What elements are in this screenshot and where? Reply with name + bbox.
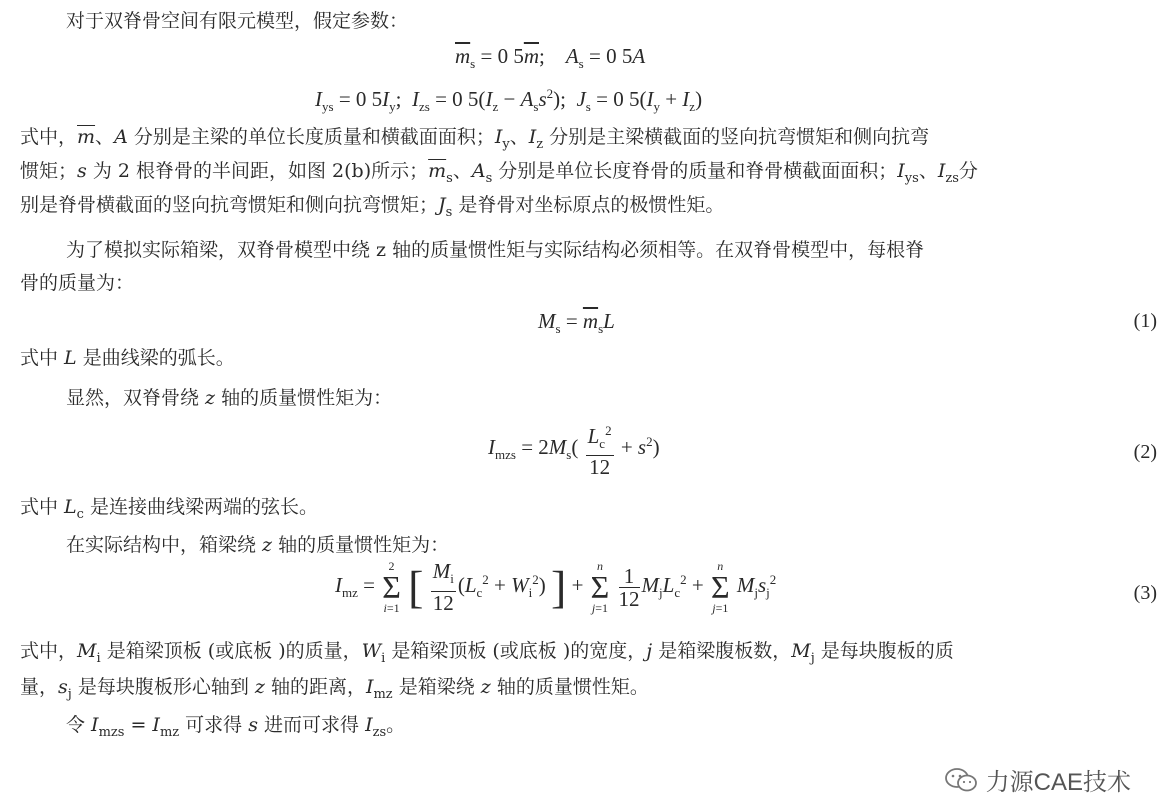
equation-inertia: $I_{ys} = 0$ $5I_y$; $I_{zs} = 0$ $5(I_z - A_ss^2)$; $J_s = 0$ $5(I_y + I_z)$	[315, 86, 703, 115]
paragraph-definitions-line3: 别是脊骨横截面的竖向抗弯惯矩和侧向抗弯惯矩；$J_s$ 是脊骨对坐标原点的极惯性矩。	[20, 194, 725, 220]
equation-1: $M_s = \overline{m}_sL$	[538, 309, 615, 337]
equation-2: $I_{mzs} = 2M_s$( $\frac{L_c^2}{12}$ + $s^2$)	[488, 420, 660, 478]
wechat-icon	[944, 767, 978, 793]
paragraph-arc-length: 式中 L 是曲线梁的弧长。	[20, 347, 235, 369]
paragraph-box-definitions-line1: 式中，$M_i$ 是箱梁顶板 (或底板 )的质量，$W_i$ 是箱梁顶板 (或底板 )的宽度，j 是箱梁腹板数，$M_j$ 是每块腹板的质	[20, 640, 954, 666]
equation-number-2: (2)	[1133, 441, 1157, 463]
watermark-text: 力源CAE技术	[985, 769, 1131, 796]
equation-number-1: (1)	[1133, 310, 1157, 332]
equation-mass-area: $\overline{m}_s = 0$ $5\overline{m}$; $A_s = 0$ 5A	[455, 44, 646, 72]
paragraph-definitions-line1: 式中，$\overline{m}$、A 分别是主梁的单位长度质量和横截面面积；$I_y$、$I_z$ 分别是主梁横截面的竖向抗弯惯矩和侧向抗弯	[20, 126, 930, 152]
paragraph-purpose-line1: 为了模拟实际箱梁，双脊骨模型中绕 z 轴的质量惯性矩与实际结构必须相等。在双脊骨模型中，每根脊	[66, 239, 925, 261]
paragraph-conclusion: 令 $I_{mzs} = I_{mz}$ 可求得 s 进而可求得 $I_{zs}$。	[66, 714, 406, 740]
paragraph-box-definitions-line2: 量，$s_j$ 是每块腹板形心轴到 z 轴的距离，$I_{mz}$ 是箱梁绕 z 轴的质量惯性矩。	[20, 676, 649, 702]
equation-3: $I_{mz} = 2$ Σ i=1 [ $\frac{M_i}{12}$ $(L_c^2 + W_i^2)$ ] + n Σ j=1 $\frac{1}{12}$ $M_jL_c^2 + n$ Σ j=1 $M_js_j^2$	[335, 559, 777, 615]
paragraph-definitions-line2: 惯矩；s 为 2 根脊骨的半间距，如图 2(b)所示；$\overline{m}_s$、$A_s$ 分别是单位长度脊骨的质量和脊骨横截面面积；$I_{ys}$、$I_{zs}$分	[20, 160, 978, 186]
paragraph-actual-structure: 在实际结构中，箱梁绕 z 轴的质量惯性矩为：	[66, 534, 450, 556]
paragraph-spine-inertia: 显然，双脊骨绕 z 轴的质量惯性矩为：	[66, 387, 393, 409]
paragraph-purpose-line2: 骨的质量为：	[20, 272, 135, 294]
paragraph-intro: 对于双脊骨空间有限元模型，假定参数：	[66, 10, 409, 32]
paragraph-chord-length: 式中 $L_c$ 是连接曲线梁两端的弦长。	[20, 496, 318, 522]
equation-number-3: (3)	[1133, 582, 1157, 604]
watermark	[944, 762, 1131, 797]
